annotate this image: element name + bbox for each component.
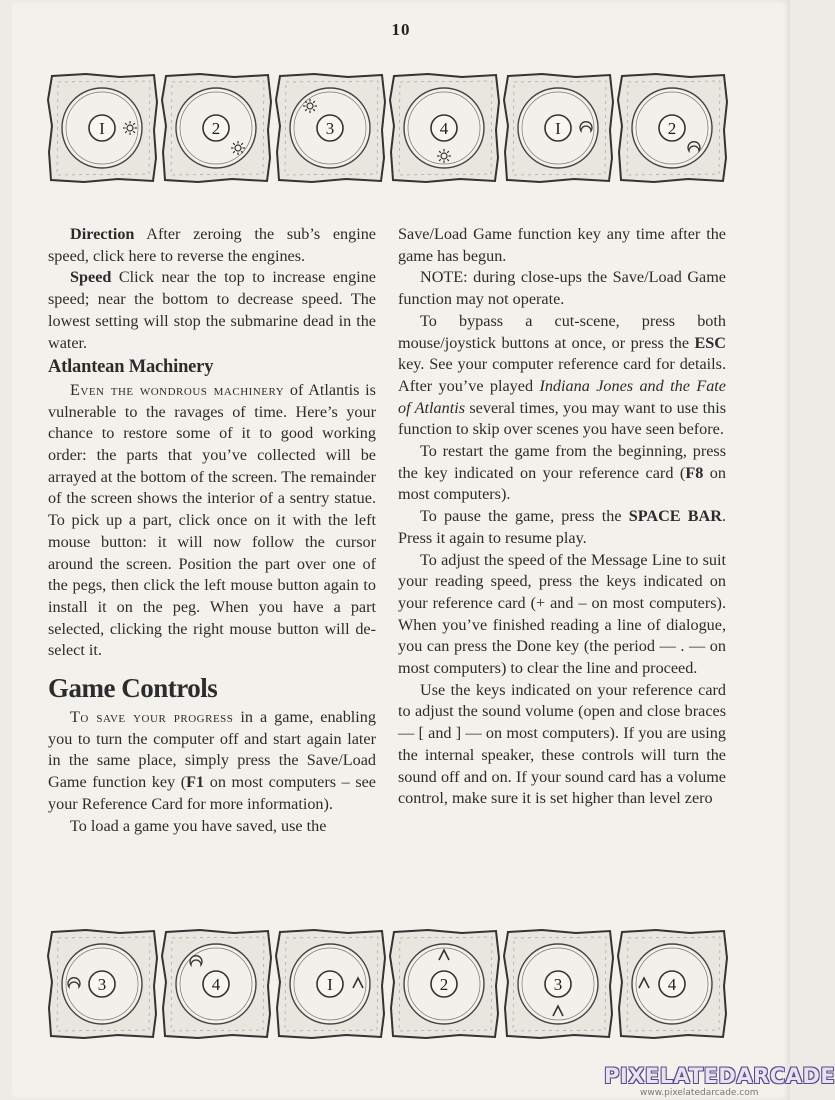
- controls-paragraph: [48, 707, 376, 816]
- svg-text:3: 3: [553, 975, 563, 994]
- svg-text:4: 4: [667, 975, 677, 994]
- bottom-tile-4: [388, 928, 501, 1040]
- top-tile-2: [160, 72, 273, 184]
- svg-text:4: 4: [439, 119, 449, 138]
- restart-text-b: on most computers).: [398, 463, 726, 504]
- page-number: 10: [391, 20, 411, 39]
- controls-heading: Game Controls: [48, 673, 218, 704]
- svg-text:4: 4: [211, 975, 221, 994]
- svg-text:I: I: [327, 975, 333, 994]
- bottom-tile-3: [274, 928, 387, 1040]
- controls-text-b: on most computers – see your Reference Card for more information).: [48, 773, 376, 813]
- save-load-paragraph: Save/Load Game function key any time after the game has begun.: [398, 225, 726, 265]
- restart-key: F8: [685, 463, 704, 482]
- svg-text:2: 2: [667, 119, 677, 138]
- restart-text-a: To restart the game from the beginning, press the key indicated on your reference card (: [398, 442, 726, 482]
- speed-text: Click near the top to increase engine speed; near the bottom to decrease speed. The lowest setting will stop the submarine dead in the water.: [48, 268, 376, 352]
- svg-text:3: 3: [97, 975, 107, 994]
- message-speed-paragraph: To adjust the speed of the Message Line to suit your reading speed, press the keys indicated on your reference card (+ and – on most computers). When you’ve finished reading a line of dialogue, you can press the Done key (the period — . — on most computers) to clear the line and proceed.: [398, 550, 726, 678]
- svg-text:2: 2: [439, 975, 449, 994]
- pause-text-b: . Press it again to resume play.: [398, 507, 726, 547]
- top-tile-3: [274, 72, 387, 184]
- bottom-tile-2: [160, 928, 273, 1040]
- bottom-tile-1: [46, 928, 159, 1040]
- game-title: Indiana Jones and the Fate of Atlantis: [398, 376, 726, 417]
- top-tile-6: [616, 72, 729, 184]
- load-paragraph: To load a game you have saved, use the: [70, 816, 327, 835]
- bottom-tile-6: [616, 928, 729, 1040]
- right-column: [398, 224, 726, 810]
- controls-lead: To save your progress: [70, 708, 234, 727]
- watermark-brand: PIXELATEDARCADE: [604, 1064, 835, 1088]
- top-tile-5: [502, 72, 615, 184]
- speed-term: Speed: [70, 268, 112, 287]
- top-tile-4: [388, 72, 501, 184]
- svg-text:3: 3: [325, 119, 335, 138]
- machinery-heading: Atlantean Machinery: [48, 357, 214, 378]
- top-tile-1: [46, 72, 159, 184]
- cutscene-paragraph: [398, 311, 726, 441]
- note-paragraph: NOTE: during close-ups the Save/Load Game function may not operate.: [398, 268, 726, 309]
- pause-text-a: To pause the game, press the: [420, 507, 629, 526]
- cutscene-text-a: To bypass a cut-scene, press both mouse/joystick buttons at once, or press the: [398, 311, 726, 352]
- speed-paragraph: [48, 267, 376, 354]
- svg-text:2: 2: [211, 119, 221, 138]
- controls-text-a: in a game, enabling you to turn the computer off and start again later in the same place, simply press the Save/Load Game function key (: [48, 708, 376, 792]
- direction-term: Direction: [70, 225, 135, 243]
- stone-tiles-top: [46, 72, 728, 184]
- stone-tiles-bottom: [46, 928, 728, 1040]
- watermark-url: www.pixelatedarcade.com: [640, 1088, 759, 1098]
- esc-key: ESC: [694, 333, 726, 352]
- direction-text: After zeroing the sub’s engine speed, click here to reverse the engines.: [48, 225, 376, 265]
- restart-paragraph: [398, 441, 726, 506]
- machinery-text: of Atlantis is vulnerable to the ravages of time. Here’s your chance to restore some of it to good working order: the parts that you’ve collected will be arrayed at the bottom of the screen. The remainder of the screen shows the interior of a sentry statue. To pick up a part, click once on it with the left mouse button: it will now follow the cursor around the screen. Position the part over one of the pegs, then click the left mouse button again to install it on the peg. When you have a part selected, clicking the right mouse button will de-select it.: [48, 380, 376, 660]
- volume-paragraph: Use the keys indicated on your reference card to adjust the sound volume (open and close braces — [ and ] — on most computers). If you are using the internal speaker, these controls will turn the sound off and on. If your sound card has a volume control, make sure it is set higher than level zero: [398, 680, 726, 808]
- machinery-paragraph: [48, 380, 376, 662]
- pause-key: SPACE BAR: [628, 507, 722, 526]
- cutscene-text-c: several times, you may want to use this function to skip over scenes you have seen before.: [398, 398, 726, 439]
- svg-text:I: I: [555, 119, 561, 138]
- cutscene-text-b: key. See your computer reference card for details. After you’ve played: [398, 355, 726, 395]
- machinery-lead: Even the wondrous machinery: [70, 380, 285, 399]
- left-column: [48, 224, 376, 837]
- direction-paragraph: [48, 224, 376, 267]
- bottom-tile-5: [502, 928, 615, 1040]
- pause-paragraph: [398, 506, 726, 549]
- svg-text:I: I: [99, 119, 105, 138]
- save-key: F1: [186, 773, 205, 792]
